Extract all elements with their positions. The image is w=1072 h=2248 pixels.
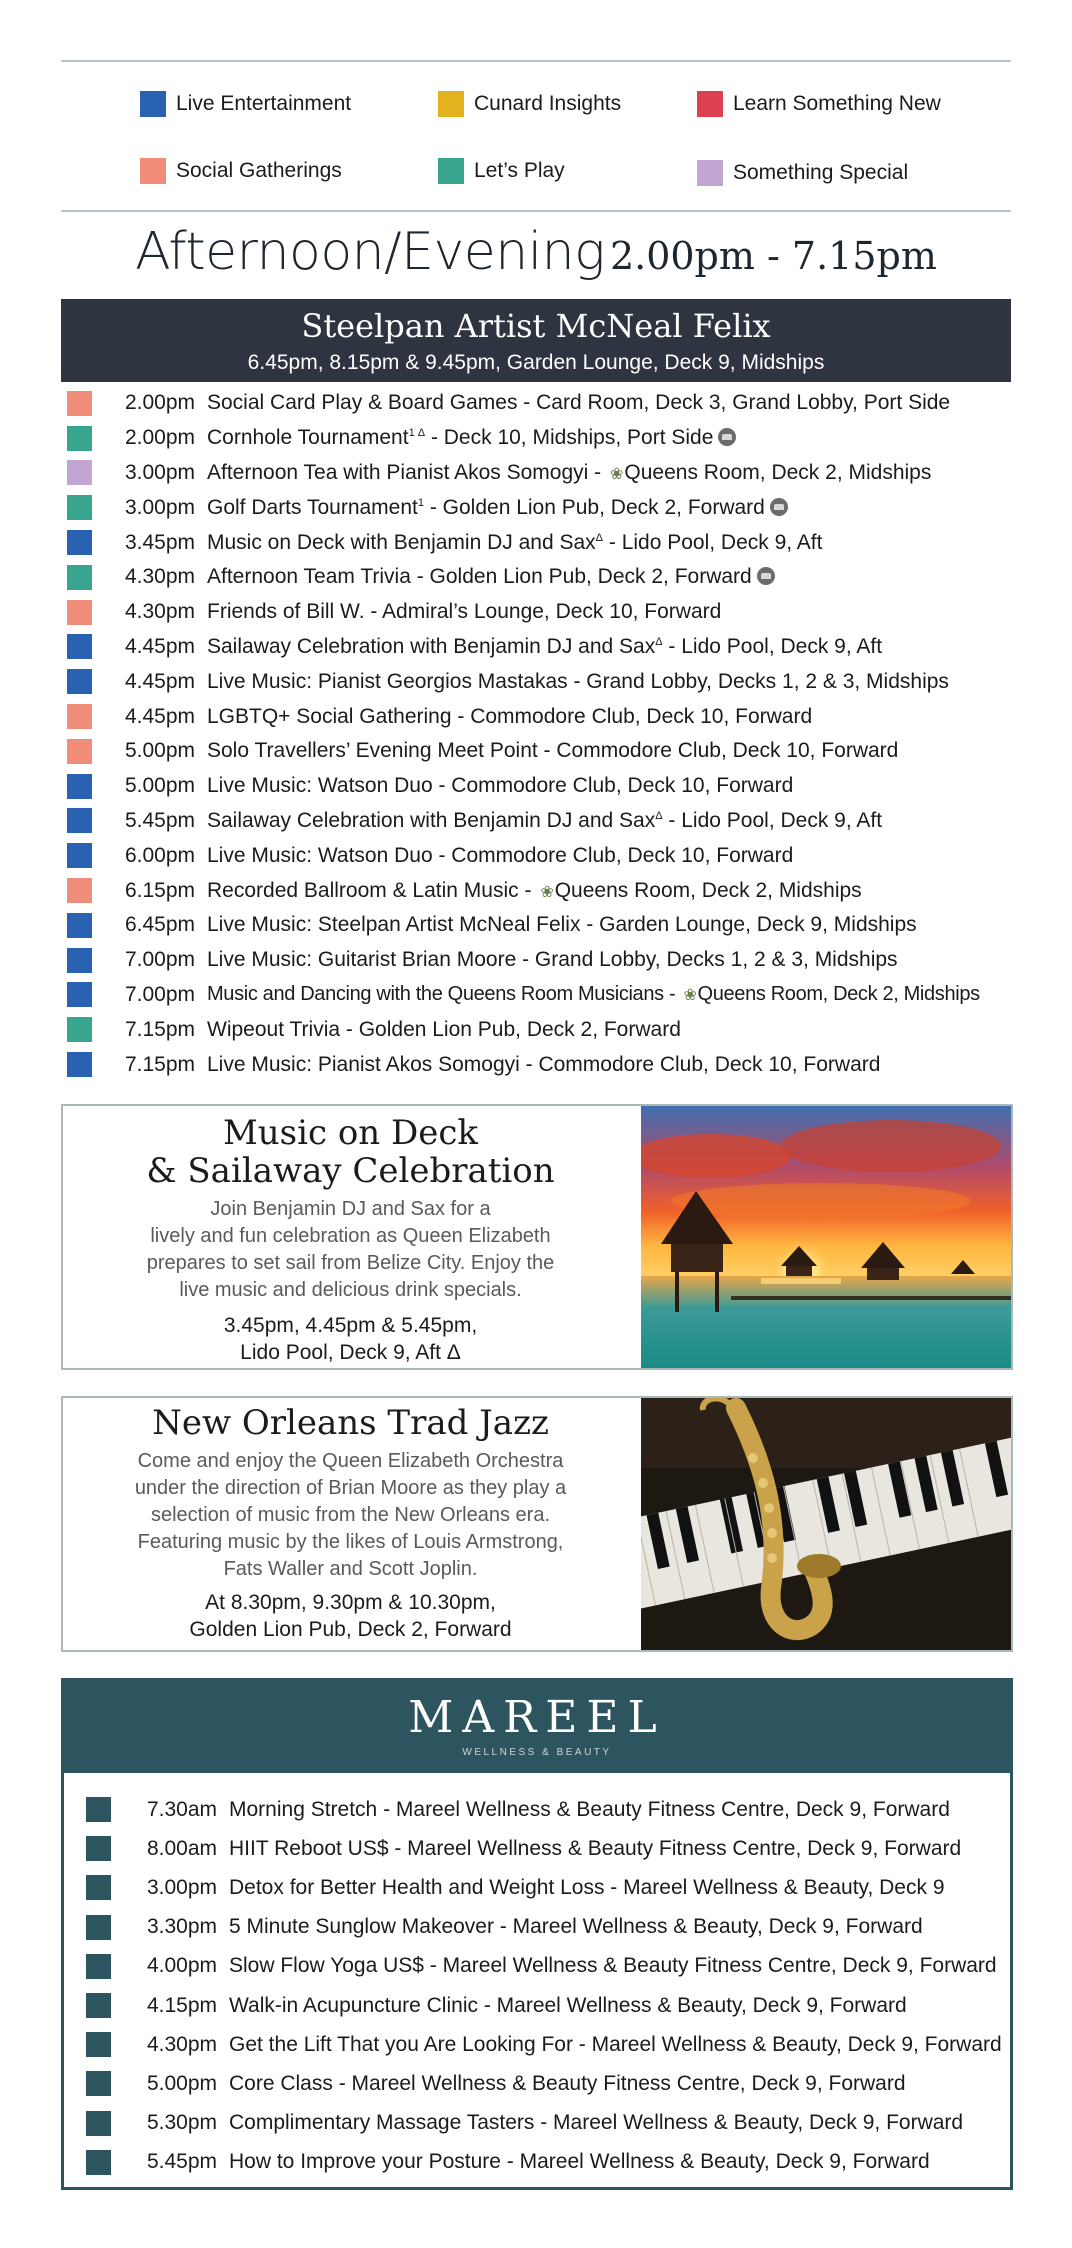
- event-title: Afternoon Tea with Pianist Akos Somogyi -: [207, 460, 607, 484]
- featured-banner: [61, 299, 1011, 382]
- event-description: [207, 565, 775, 589]
- mareel-time: 4.00pm: [146, 1954, 217, 1978]
- section-title: [0, 222, 1072, 282]
- event-title: Live Music: Steelpan Artist McNeal Felix - Garden Lounge, Deck 9, Midships: [207, 913, 917, 937]
- event-time: 2.00pm: [124, 391, 195, 415]
- event-description: [207, 983, 980, 1006]
- mareel-description: Core Class - Mareel Wellness & Beauty Fitness Centre, Deck 9, Forward: [229, 2071, 906, 2095]
- schedule-row: [67, 978, 1027, 1013]
- event-footnote-marker: Δ: [655, 809, 663, 822]
- schedule-row: [67, 734, 1027, 769]
- mareel-row: [86, 1947, 1006, 1986]
- category-swatch: [67, 704, 92, 729]
- event-title: Recorded Ballroom & Latin Music -: [207, 878, 538, 902]
- sunset-huts-image: [641, 1106, 1011, 1368]
- cunard-crest-icon: [757, 567, 775, 585]
- event-title: Music and Dancing with the Queens Room Musicians -: [207, 983, 681, 1006]
- event-time: 4.30pm: [124, 600, 195, 624]
- section-hours: 2.00pm - 7.15pm: [609, 234, 937, 278]
- queens-room-rose-icon: ❀: [609, 465, 624, 483]
- mareel-description: Morning Stretch - Mareel Wellness & Beauty Fitness Centre, Deck 9, Forward: [229, 1797, 950, 1821]
- mareel-time: 4.30pm: [146, 2032, 217, 2056]
- category-swatch: [67, 1017, 92, 1042]
- feature-description-line: live music and delicious drink specials.: [179, 1279, 522, 1301]
- legend-item-live-entertainment: [140, 90, 351, 118]
- section-title-text: Afternoon/Evening: [135, 222, 605, 282]
- feature-when: [63, 1589, 638, 1643]
- event-footnote-marker: 1: [417, 496, 424, 509]
- feature-description-line: prepares to set sail from Belize City. Enjoy the: [146, 1252, 555, 1274]
- event-description: [207, 705, 812, 729]
- mareel-time: 5.45pm: [146, 2150, 217, 2174]
- event-location: - Golden Lion Pub, Deck 2, Forward: [424, 495, 765, 519]
- mareel-row: [86, 1986, 1006, 2025]
- feature-description-line: under the direction of Brian Moore as they play a: [134, 1477, 567, 1499]
- category-swatch: [67, 913, 92, 938]
- mareel-swatch: [86, 1875, 111, 1900]
- schedule-row: [67, 1047, 1027, 1082]
- feature-when-line: At 8.30pm, 9.30pm & 10.30pm,: [205, 1591, 496, 1614]
- schedule-row: [67, 595, 1027, 630]
- legend-label: Social Gatherings: [176, 159, 342, 182]
- legend-label: Live Entertainment: [176, 92, 352, 115]
- category-swatch: [67, 669, 92, 694]
- legend-item-lets-play: [438, 157, 565, 185]
- event-location: - Lido Pool, Deck 9, Aft: [603, 530, 823, 554]
- schedule-row: [67, 490, 1027, 525]
- event-location: Queens Room, Deck 2, Midships: [554, 878, 862, 902]
- mareel-row: [86, 1790, 1006, 1829]
- event-title: Afternoon Team Trivia - Golden Lion Pub, Deck 2, Forward: [207, 565, 752, 589]
- category-swatch: [67, 530, 92, 555]
- schedule-row: [67, 630, 1027, 665]
- legend-swatch: [140, 158, 166, 184]
- top-divider: [61, 60, 1011, 62]
- mareel-row: [86, 1829, 1006, 1868]
- mareel-description: How to Improve your Posture - Mareel Wellness & Beauty, Deck 9, Forward: [229, 2150, 930, 2174]
- event-time: 4.45pm: [124, 669, 195, 693]
- feature-music-on-deck: [61, 1104, 1013, 1370]
- mareel-description: Walk-in Acupuncture Clinic - Mareel Wellness & Beauty, Deck 9, Forward: [229, 1993, 907, 2017]
- event-time: 3.00pm: [124, 495, 195, 519]
- mareel-swatch: [86, 2032, 111, 2057]
- mareel-row: [86, 2104, 1006, 2143]
- event-description: [207, 426, 736, 450]
- mareel-swatch: [86, 1954, 111, 1979]
- mareel-swatch: [86, 1797, 111, 1822]
- event-title: Live Music: Pianist Georgios Mastakas - Grand Lobby, Decks 1, 2 & 3, Midships: [207, 669, 949, 693]
- mareel-row: [86, 1908, 1006, 1947]
- schedule-row: [67, 560, 1027, 595]
- event-description: [207, 670, 949, 694]
- category-swatch: [67, 843, 92, 868]
- mareel-description: Get the Lift That you Are Looking For - Mareel Wellness & Beauty, Deck 9, Forward: [229, 2032, 1002, 2056]
- legend-label: Cunard Insights: [474, 92, 622, 115]
- legend-item-cunard-insights: [438, 90, 621, 118]
- schedule-row: [67, 386, 1027, 421]
- mareel-time: 3.30pm: [146, 1915, 217, 1939]
- mareel-swatch: [86, 2071, 111, 2096]
- event-time: 2.00pm: [124, 426, 195, 450]
- feature-description-line: selection of music from the New Orleans era.: [150, 1504, 551, 1526]
- event-location: Queens Room, Deck 2, Midships: [697, 983, 980, 1006]
- banner-subtitle: 6.45pm, 8.15pm & 9.45pm, Garden Lounge, Deck 9, Midships: [247, 351, 825, 374]
- category-swatch: [67, 808, 92, 833]
- feature-new-orleans-jazz: [61, 1396, 1013, 1652]
- event-time: 7.00pm: [124, 948, 195, 972]
- category-swatch: [67, 426, 92, 451]
- event-time: 7.15pm: [124, 1017, 195, 1041]
- feature-description: [63, 1196, 638, 1304]
- event-schedule: [67, 386, 1027, 1082]
- category-swatch: [67, 391, 92, 416]
- mareel-description: Complimentary Massage Tasters - Mareel Wellness & Beauty, Deck 9, Forward: [229, 2111, 964, 2135]
- category-swatch: [67, 739, 92, 764]
- event-description: [207, 1053, 880, 1077]
- mareel-logo: MAREEL: [408, 1692, 666, 1743]
- schedule-row: [67, 804, 1027, 839]
- legend-label: Let’s Play: [474, 159, 565, 182]
- mareel-logo-subtitle: WELLNESS & BEAUTY: [462, 1747, 612, 1758]
- event-description: [207, 1018, 681, 1042]
- cunard-crest-icon: [718, 428, 736, 446]
- mareel-header: [64, 1681, 1010, 1773]
- legend-swatch: [697, 91, 723, 117]
- schedule-row: [67, 421, 1027, 456]
- event-time: 4.45pm: [124, 704, 195, 728]
- event-description: [207, 844, 793, 868]
- event-description: [207, 531, 822, 555]
- schedule-row: [67, 908, 1027, 943]
- mareel-time: 8.00am: [146, 1836, 217, 1860]
- event-title: Live Music: Watson Duo - Commodore Club, Deck 10, Forward: [207, 774, 794, 798]
- feature-description-line: Join Benjamin DJ and Sax for a: [210, 1198, 491, 1220]
- category-swatch: [67, 634, 92, 659]
- event-location: - Lido Pool, Deck 9, Aft: [662, 808, 883, 832]
- feature-description-line: lively and fun celebration as Queen Elizabeth: [150, 1225, 551, 1247]
- mareel-description: Slow Flow Yoga US$ - Mareel Wellness & Beauty Fitness Centre, Deck 9, Forward: [229, 1954, 997, 1978]
- event-title: Sailaway Celebration with Benjamin DJ and Sax: [207, 808, 656, 832]
- schedule-row: [67, 699, 1027, 734]
- event-location: - Lido Pool, Deck 9, Aft: [662, 634, 883, 658]
- event-title: Live Music: Watson Duo - Commodore Club, Deck 10, Forward: [207, 843, 794, 867]
- schedule-row: [67, 525, 1027, 560]
- event-title: Live Music: Pianist Akos Somogyi - Commodore Club, Deck 10, Forward: [207, 1052, 881, 1076]
- event-description: [207, 635, 882, 659]
- schedule-row: [67, 943, 1027, 978]
- feature-title: [63, 1114, 638, 1190]
- event-description: [207, 948, 898, 972]
- event-description: [207, 879, 862, 903]
- schedule-row: [67, 838, 1027, 873]
- event-time: 5.00pm: [124, 739, 195, 763]
- category-swatch: [67, 600, 92, 625]
- legend-swatch: [697, 160, 723, 186]
- mareel-time: 7.30am: [146, 1797, 217, 1821]
- mareel-swatch: [86, 2150, 111, 2175]
- event-description: [207, 913, 917, 937]
- event-footnote-marker: Δ: [595, 531, 604, 544]
- legend-item-something-special: [697, 159, 908, 187]
- mareel-time: 5.00pm: [146, 2071, 217, 2095]
- mareel-time: 5.30pm: [146, 2111, 217, 2135]
- feature-text: [63, 1106, 638, 1368]
- event-time: 4.45pm: [124, 634, 195, 658]
- event-time: 5.45pm: [124, 808, 195, 832]
- event-title: Cornhole Tournament: [207, 426, 409, 450]
- event-title: Golf Darts Tournament: [207, 495, 418, 519]
- legend-item-social-gatherings: [140, 157, 342, 185]
- feature-when-line: 3.45pm, 4.45pm & 5.45pm,: [223, 1314, 478, 1337]
- event-time: 4.30pm: [124, 565, 195, 589]
- saxophone-piano-image: [641, 1398, 1011, 1650]
- event-time: 3.00pm: [124, 460, 195, 484]
- event-description: [207, 739, 898, 763]
- category-swatch: [67, 495, 92, 520]
- event-description: [207, 461, 931, 485]
- event-title: Solo Travellers’ Evening Meet Point - Commodore Club, Deck 10, Forward: [207, 739, 899, 763]
- event-time: 6.45pm: [124, 913, 195, 937]
- schedule-row: [67, 1012, 1027, 1047]
- schedule-row: [67, 664, 1027, 699]
- feature-title: [63, 1404, 638, 1442]
- mareel-swatch: [86, 1836, 111, 1861]
- feature-when: [63, 1312, 638, 1366]
- mareel-row: [86, 1868, 1006, 1907]
- queens-room-rose-icon: ❀: [540, 883, 554, 901]
- event-description: [207, 774, 793, 798]
- category-swatch: [67, 878, 92, 903]
- mareel-time: 4.15pm: [146, 1993, 217, 2017]
- feature-description-line: Fats Waller and Scott Joplin.: [223, 1558, 478, 1580]
- mareel-time: 3.00pm: [146, 1875, 217, 1899]
- mareel-swatch: [86, 1993, 111, 2018]
- event-location: - Deck 10, Midships, Port Side: [425, 426, 714, 450]
- event-description: [207, 391, 950, 415]
- mareel-row: [86, 2025, 1006, 2064]
- cunard-crest-icon: [770, 498, 788, 516]
- feature-when-line: Golden Lion Pub, Deck 2, Forward: [189, 1618, 512, 1641]
- feature-description: [63, 1448, 638, 1583]
- event-footnote-marker: Δ: [655, 635, 663, 648]
- mareel-swatch: [86, 1915, 111, 1940]
- event-title: Wipeout Trivia - Golden Lion Pub, Deck 2, Forward: [207, 1017, 681, 1041]
- schedule-row: [67, 873, 1027, 908]
- event-description: [207, 496, 788, 520]
- legend-swatch: [438, 91, 464, 117]
- category-swatch: [67, 460, 92, 485]
- category-swatch: [67, 948, 92, 973]
- mareel-section: [61, 1678, 1013, 2190]
- category-swatch: [67, 774, 92, 799]
- mareel-row: [86, 2143, 1006, 2182]
- feature-text: [63, 1398, 638, 1650]
- event-footnote-marker: 1 Δ: [408, 427, 426, 440]
- event-time: 3.45pm: [124, 530, 195, 554]
- category-swatch: [67, 982, 92, 1007]
- event-time: 6.00pm: [124, 843, 195, 867]
- event-time: 7.15pm: [124, 1052, 195, 1076]
- legend-item-learn-something-new: [697, 90, 941, 118]
- event-title: Friends of Bill W. - Admiral’s Lounge, Deck 10, Forward: [207, 600, 722, 624]
- event-time: 5.00pm: [124, 774, 195, 798]
- mareel-description: 5 Minute Sunglow Makeover - Mareel Wellness & Beauty, Deck 9, Forward: [229, 1915, 923, 1939]
- event-description: [207, 809, 882, 833]
- feature-description-line: Come and enjoy the Queen Elizabeth Orchestra: [137, 1450, 564, 1472]
- schedule-row: [67, 769, 1027, 804]
- event-title: Sailaway Celebration with Benjamin DJ and Sax: [207, 634, 656, 658]
- legend-swatch: [438, 158, 464, 184]
- mareel-row: [86, 2064, 1006, 2103]
- event-location: Queens Room, Deck 2, Midships: [624, 460, 932, 484]
- event-title: Live Music: Guitarist Brian Moore - Grand Lobby, Decks 1, 2 & 3, Midships: [207, 948, 898, 972]
- event-description: [207, 600, 721, 624]
- queens-room-rose-icon: ❀: [683, 987, 697, 1005]
- mareel-description: Detox for Better Health and Weight Loss - Mareel Wellness & Beauty, Deck 9: [229, 1875, 945, 1899]
- mareel-swatch: [86, 2111, 111, 2136]
- feature-when-line: Lido Pool, Deck 9, Aft Δ: [240, 1341, 461, 1364]
- event-title: LGBTQ+ Social Gathering - Commodore Club, Deck 10, Forward: [207, 704, 813, 728]
- event-time: 7.00pm: [124, 982, 195, 1006]
- feature-description-line: Featuring music by the likes of Louis Armstrong,: [137, 1531, 564, 1553]
- event-title: Social Card Play & Board Games - Card Room, Deck 3, Grand Lobby, Port Side: [207, 391, 951, 415]
- feature-title-line: & Sailaway Celebration: [146, 1151, 555, 1191]
- event-time: 6.15pm: [124, 878, 195, 902]
- mareel-schedule: [86, 1790, 1006, 2182]
- banner-title: Steelpan Artist McNeal Felix: [301, 307, 771, 345]
- legend-swatch: [140, 91, 166, 117]
- legend-divider: [61, 210, 1011, 212]
- category-swatch: [67, 565, 92, 590]
- category-swatch: [67, 1052, 92, 1077]
- schedule-row: [67, 456, 1027, 491]
- mareel-description: HIIT Reboot US$ - Mareel Wellness & Beauty Fitness Centre, Deck 9, Forward: [229, 1836, 962, 1860]
- feature-title-line: New Orleans Trad Jazz: [152, 1403, 549, 1443]
- legend-label: Something Special: [733, 161, 909, 184]
- legend-label: Learn Something New: [733, 92, 941, 115]
- feature-title-line: Music on Deck: [222, 1113, 479, 1153]
- event-title: Music on Deck with Benjamin DJ and Sax: [207, 530, 596, 554]
